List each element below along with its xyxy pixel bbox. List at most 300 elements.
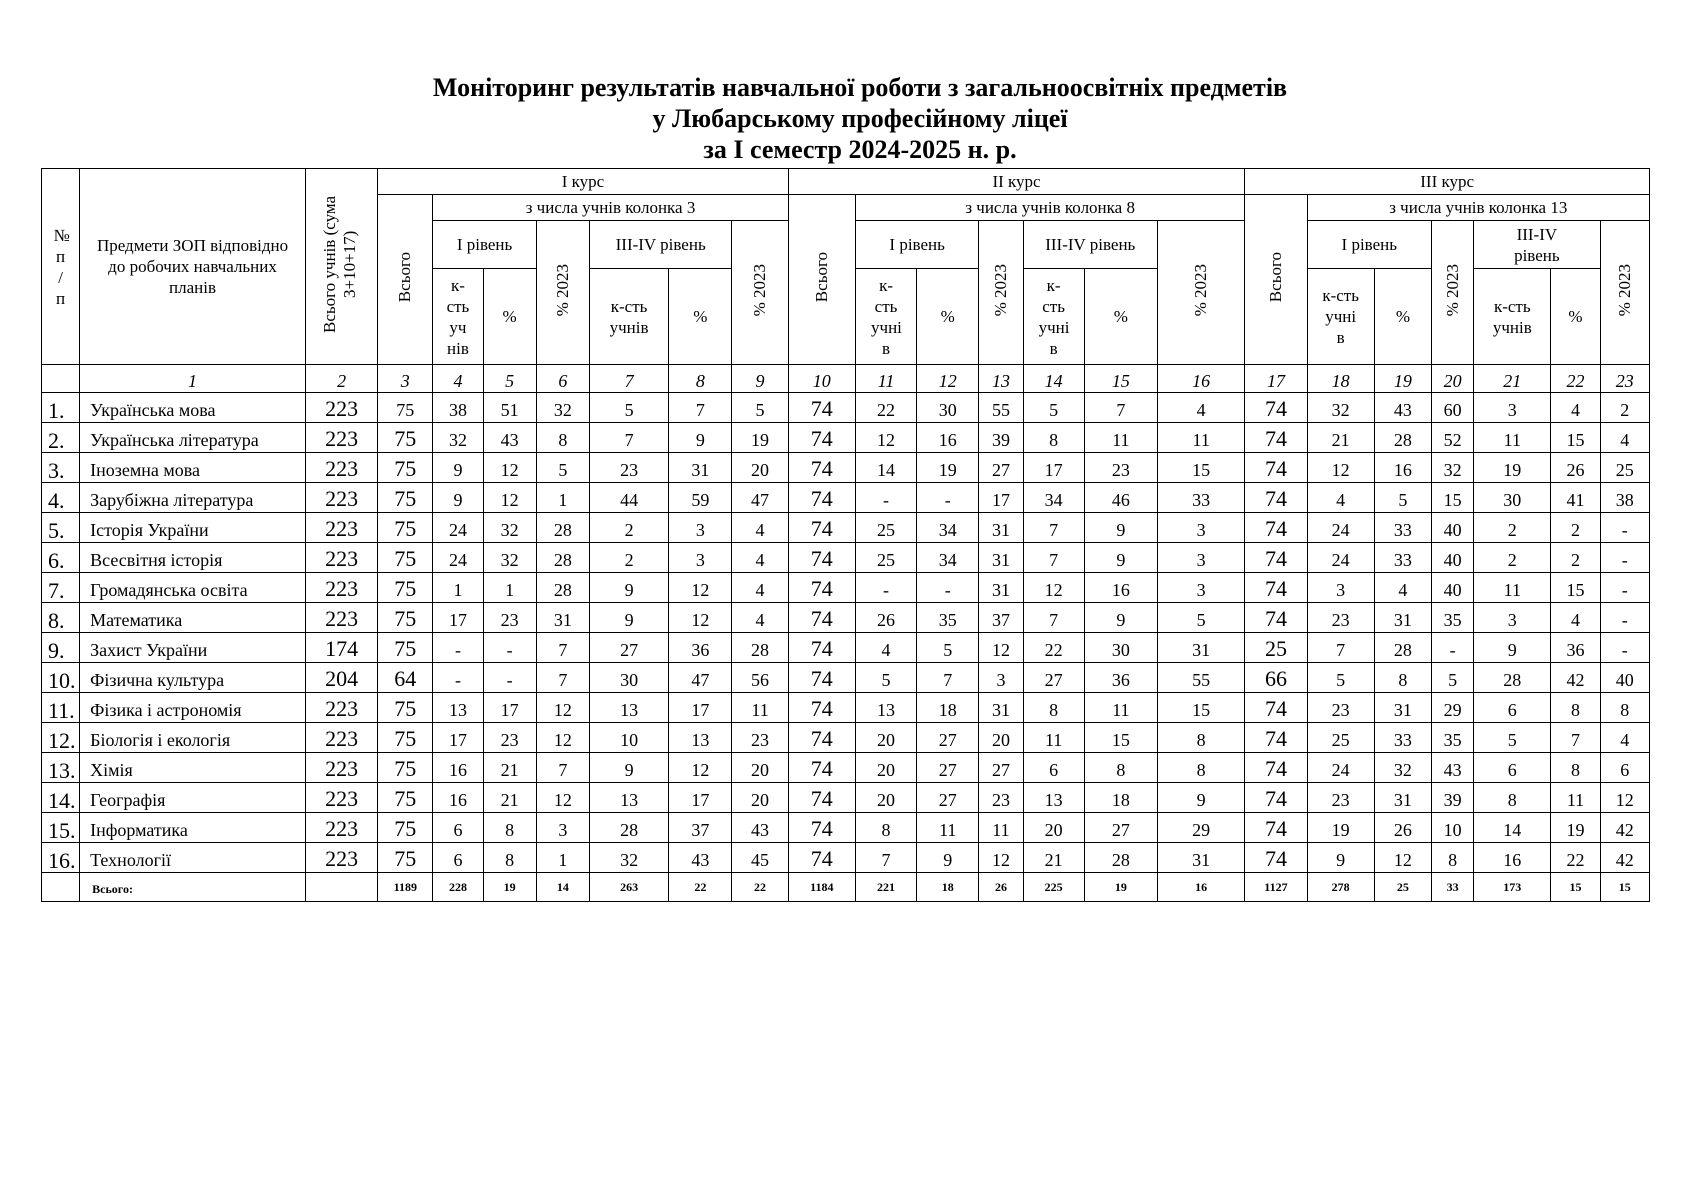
column-number-row — [42, 365, 1650, 393]
data-cell: 22 — [1551, 843, 1600, 873]
data-cell: 17 — [433, 603, 483, 633]
header-c2-level1: І рівень — [855, 221, 978, 269]
data-cell: 9 — [1084, 513, 1157, 543]
data-cell: 75 — [378, 543, 433, 573]
data-cell: 17 — [1023, 453, 1084, 483]
totals-cell: 33 — [1432, 873, 1474, 902]
data-cell: 8 — [1023, 423, 1084, 453]
data-cell: 13 — [669, 723, 732, 753]
data-cell: 27 — [589, 633, 668, 663]
data-cell: 3 — [1474, 393, 1551, 423]
data-cell: 33 — [1374, 723, 1431, 753]
data-cell: 28 — [1084, 843, 1157, 873]
column-number: 6 — [536, 365, 589, 393]
data-cell: 7 — [1307, 633, 1374, 663]
column-number: 18 — [1307, 365, 1374, 393]
table-row — [42, 513, 1650, 543]
table-row — [42, 573, 1650, 603]
data-cell: 39 — [979, 423, 1023, 453]
data-cell: 74 — [1245, 813, 1307, 843]
table-row — [42, 453, 1650, 483]
data-cell: 75 — [378, 483, 433, 513]
header-c3-total: Всього — [1245, 195, 1307, 365]
data-cell: 28 — [732, 633, 788, 663]
data-cell: 7 — [589, 423, 668, 453]
data-cell: 52 — [1432, 423, 1474, 453]
data-cell: 74 — [1245, 483, 1307, 513]
data-cell: 3 — [669, 543, 732, 573]
data-cell: 13 — [1023, 783, 1084, 813]
data-cell: 8 — [1158, 723, 1245, 753]
data-cell: 11 — [1158, 423, 1245, 453]
table-row — [42, 423, 1650, 453]
header-course-2: ІІ курс — [788, 169, 1245, 195]
data-cell: 2 — [1551, 543, 1600, 573]
data-cell: 27 — [1084, 813, 1157, 843]
data-cell: 5 — [1474, 723, 1551, 753]
data-cell: 23 — [483, 723, 536, 753]
row-number: 15. — [42, 813, 80, 843]
subject-name: Математика — [80, 603, 306, 633]
data-cell: 6 — [433, 843, 483, 873]
data-cell: 11 — [1084, 693, 1157, 723]
data-cell: 31 — [1158, 843, 1245, 873]
data-cell: 11 — [1084, 423, 1157, 453]
data-cell: 3 — [536, 813, 589, 843]
data-cell: 3 — [979, 663, 1023, 693]
data-cell: 64 — [378, 663, 433, 693]
data-cell: 15 — [1084, 723, 1157, 753]
data-cell: 74 — [788, 843, 855, 873]
data-cell: 74 — [1245, 693, 1307, 723]
header-c3-pct-l1: % — [1374, 269, 1431, 365]
data-cell: 74 — [1245, 723, 1307, 753]
data-cell: 36 — [1551, 633, 1600, 663]
header-c3-count-l1: к-сть учні в — [1307, 269, 1374, 365]
data-cell: 9 — [589, 603, 668, 633]
data-cell: 20 — [855, 783, 916, 813]
data-cell: 12 — [483, 483, 536, 513]
data-cell: 32 — [1432, 453, 1474, 483]
data-cell: 31 — [536, 603, 589, 633]
totals-cell: 19 — [483, 873, 536, 902]
data-cell: 9 — [917, 843, 979, 873]
data-cell: 11 — [1551, 783, 1600, 813]
data-cell: 26 — [1374, 813, 1431, 843]
data-cell: 74 — [1245, 843, 1307, 873]
totals-cell: 14 — [536, 873, 589, 902]
data-cell: 34 — [917, 513, 979, 543]
data-cell: 7 — [1023, 513, 1084, 543]
data-cell: 75 — [378, 453, 433, 483]
data-cell: 33 — [1374, 513, 1431, 543]
data-cell: 28 — [536, 513, 589, 543]
data-cell: 20 — [979, 723, 1023, 753]
data-cell: - — [1600, 633, 1649, 663]
data-cell: 28 — [589, 813, 668, 843]
data-cell: 23 — [1084, 453, 1157, 483]
data-cell: 75 — [378, 633, 433, 663]
data-cell: 36 — [669, 633, 732, 663]
data-cell: 7 — [536, 633, 589, 663]
column-number: 14 — [1023, 365, 1084, 393]
table-row — [42, 843, 1650, 873]
data-cell: - — [917, 573, 979, 603]
data-cell: 74 — [788, 393, 855, 423]
data-cell: 5 — [536, 453, 589, 483]
data-cell: 32 — [1307, 393, 1374, 423]
title-line-1: Моніторинг результатів навчальної роботи з загальноосвітніх предметів — [432, 73, 1288, 102]
data-cell: 37 — [669, 813, 732, 843]
data-cell: 23 — [1307, 693, 1374, 723]
data-cell: 34 — [917, 543, 979, 573]
data-cell: 31 — [669, 453, 732, 483]
table-row — [42, 393, 1650, 423]
totals-cell — [305, 873, 377, 902]
data-cell: 30 — [1084, 633, 1157, 663]
data-cell: 75 — [378, 573, 433, 603]
column-number: 8 — [669, 365, 732, 393]
row-number: 14. — [42, 783, 80, 813]
row-number: 3. — [42, 453, 80, 483]
data-cell: 20 — [732, 453, 788, 483]
data-cell: 74 — [788, 543, 855, 573]
header-c2-pct2023-a: % 2023 — [979, 221, 1023, 365]
data-cell: 43 — [483, 423, 536, 453]
column-number: 10 — [788, 365, 855, 393]
data-cell: 74 — [1245, 423, 1307, 453]
column-number: 15 — [1084, 365, 1157, 393]
data-cell: 223 — [305, 453, 377, 483]
header-c1-pct2023-b: % 2023 — [732, 221, 788, 365]
data-cell: 59 — [669, 483, 732, 513]
header-c1-level34: ІІІ-ІV рівень — [589, 221, 732, 269]
data-cell: 223 — [305, 513, 377, 543]
data-cell: 11 — [979, 813, 1023, 843]
header-c1-pct2023-a: % 2023 — [536, 221, 589, 365]
data-cell: 56 — [732, 663, 788, 693]
data-cell: 42 — [1600, 813, 1649, 843]
totals-row — [42, 873, 1650, 902]
table-row — [42, 753, 1650, 783]
data-cell: 21 — [483, 783, 536, 813]
subject-name: Хімія — [80, 753, 306, 783]
data-cell: - — [433, 663, 483, 693]
table-row — [42, 813, 1650, 843]
data-cell: 11 — [1474, 573, 1551, 603]
data-cell: 21 — [1023, 843, 1084, 873]
data-cell: 24 — [433, 513, 483, 543]
column-number: 12 — [917, 365, 979, 393]
data-cell: 5 — [1432, 663, 1474, 693]
header-c2-pct-l1: % — [917, 269, 979, 365]
results-table — [41, 168, 1650, 902]
data-cell: 32 — [536, 393, 589, 423]
column-number: 23 — [1600, 365, 1649, 393]
data-cell: 9 — [589, 753, 668, 783]
data-cell: 3 — [1474, 603, 1551, 633]
data-cell: 74 — [1245, 753, 1307, 783]
data-cell: 7 — [1023, 603, 1084, 633]
header-c2-count-l1: к-сть учні в — [855, 269, 916, 365]
header-c1-level1: І рівень — [433, 221, 536, 269]
data-cell: 23 — [1307, 603, 1374, 633]
data-cell: 43 — [669, 843, 732, 873]
data-cell: 4 — [1600, 423, 1649, 453]
totals-cell: 278 — [1307, 873, 1374, 902]
header-total-students: Всього учнів (сума 3+10+17) — [305, 169, 377, 365]
data-cell: 16 — [433, 753, 483, 783]
data-cell: 32 — [589, 843, 668, 873]
header-c2-count-l34: к-сть учні в — [1023, 269, 1084, 365]
subject-name: Зарубіжна література — [80, 483, 306, 513]
header-c1-total: Всього — [378, 195, 433, 365]
data-cell: 74 — [788, 633, 855, 663]
data-cell: 3 — [1158, 513, 1245, 543]
subject-name: Географія — [80, 783, 306, 813]
column-number: 20 — [1432, 365, 1474, 393]
data-cell: 18 — [917, 693, 979, 723]
data-cell: 47 — [732, 483, 788, 513]
subject-name: Українська література — [80, 423, 306, 453]
data-cell: 9 — [669, 423, 732, 453]
data-cell: 75 — [378, 693, 433, 723]
totals-cell: 22 — [732, 873, 788, 902]
data-cell: 37 — [979, 603, 1023, 633]
totals-cell: 221 — [855, 873, 916, 902]
data-cell: 5 — [589, 393, 668, 423]
data-cell: 5 — [1023, 393, 1084, 423]
data-cell: 12 — [536, 723, 589, 753]
data-cell: 16 — [1374, 453, 1431, 483]
data-cell: 36 — [1084, 663, 1157, 693]
data-cell: 21 — [1307, 423, 1374, 453]
data-cell: 12 — [669, 753, 732, 783]
data-cell: 19 — [1551, 813, 1600, 843]
data-cell: 66 — [1245, 663, 1307, 693]
data-cell: 8 — [855, 813, 916, 843]
data-cell: 12 — [1374, 843, 1431, 873]
totals-empty — [42, 873, 80, 902]
totals-cell: 22 — [669, 873, 732, 902]
data-cell: 74 — [788, 453, 855, 483]
data-cell: 6 — [1474, 693, 1551, 723]
data-cell: 223 — [305, 843, 377, 873]
column-number: 13 — [979, 365, 1023, 393]
data-cell: 28 — [536, 543, 589, 573]
data-cell: 2 — [589, 543, 668, 573]
data-cell: 31 — [1374, 603, 1431, 633]
data-cell: 75 — [378, 783, 433, 813]
data-cell: 74 — [788, 513, 855, 543]
data-cell: 12 — [483, 453, 536, 483]
column-number: 1 — [80, 365, 306, 393]
column-number: 21 — [1474, 365, 1551, 393]
data-cell: 24 — [1307, 543, 1374, 573]
subject-name: Інформатика — [80, 813, 306, 843]
data-cell: 11 — [1023, 723, 1084, 753]
data-cell: 8 — [1084, 753, 1157, 783]
totals-cell: 26 — [979, 873, 1023, 902]
data-cell: 20 — [732, 753, 788, 783]
data-cell: 19 — [1474, 453, 1551, 483]
data-cell: 25 — [1245, 633, 1307, 663]
data-cell: 60 — [1432, 393, 1474, 423]
data-cell: 17 — [669, 783, 732, 813]
data-cell: 17 — [979, 483, 1023, 513]
header-c2-pct-l34: % — [1084, 269, 1157, 365]
data-cell: 27 — [979, 453, 1023, 483]
data-cell: 223 — [305, 573, 377, 603]
row-number: 8. — [42, 603, 80, 633]
data-cell: 12 — [669, 603, 732, 633]
data-cell: 23 — [589, 453, 668, 483]
data-cell: 32 — [483, 513, 536, 543]
data-cell: 10 — [1432, 813, 1474, 843]
row-number: 5. — [42, 513, 80, 543]
data-cell: 51 — [483, 393, 536, 423]
column-number: 17 — [1245, 365, 1307, 393]
totals-cell: 1189 — [378, 873, 433, 902]
data-cell: 31 — [979, 513, 1023, 543]
data-cell: 9 — [1084, 543, 1157, 573]
data-cell: 13 — [855, 693, 916, 723]
data-cell: 74 — [788, 693, 855, 723]
data-cell: 29 — [1432, 693, 1474, 723]
data-cell: 16 — [433, 783, 483, 813]
data-cell: 28 — [1374, 633, 1431, 663]
data-cell: 10 — [589, 723, 668, 753]
data-cell: 43 — [1432, 753, 1474, 783]
data-cell: 24 — [1307, 753, 1374, 783]
data-cell: 74 — [1245, 603, 1307, 633]
data-cell: 4 — [732, 513, 788, 543]
data-cell: 223 — [305, 783, 377, 813]
data-cell: 74 — [788, 783, 855, 813]
data-cell: 38 — [433, 393, 483, 423]
column-number: 19 — [1374, 365, 1431, 393]
data-cell: 27 — [917, 783, 979, 813]
totals-label: Всього: — [80, 873, 306, 902]
data-cell: 8 — [1432, 843, 1474, 873]
column-number: 4 — [433, 365, 483, 393]
data-cell: 27 — [979, 753, 1023, 783]
data-cell: 12 — [1023, 573, 1084, 603]
data-cell: 17 — [669, 693, 732, 723]
header-c3-pct-l34: % — [1551, 269, 1600, 365]
title-line-2: у Любарському професійному ліцеї — [652, 104, 1068, 133]
column-number-empty — [42, 365, 80, 393]
subject-name: Іноземна мова — [80, 453, 306, 483]
row-number: 7. — [42, 573, 80, 603]
totals-cell: 25 — [1374, 873, 1431, 902]
data-cell: 7 — [1023, 543, 1084, 573]
data-cell: 31 — [979, 693, 1023, 723]
header-c1-pct-l1: % — [483, 269, 536, 365]
title-line-3: за І семестр 2024-2025 н. р. — [703, 135, 1017, 164]
data-cell: 31 — [1374, 783, 1431, 813]
data-cell: 223 — [305, 723, 377, 753]
totals-cell: 1127 — [1245, 873, 1307, 902]
data-cell: 32 — [1374, 753, 1431, 783]
data-cell: 75 — [378, 393, 433, 423]
data-cell: 3 — [1158, 573, 1245, 603]
data-cell: 5 — [1374, 483, 1431, 513]
data-cell: 2 — [1474, 513, 1551, 543]
data-cell: 31 — [1158, 633, 1245, 663]
column-number: 3 — [378, 365, 433, 393]
data-cell: - — [1432, 633, 1474, 663]
data-cell: 204 — [305, 663, 377, 693]
data-cell: 12 — [1307, 453, 1374, 483]
data-cell: 74 — [1245, 543, 1307, 573]
table-row — [42, 663, 1650, 693]
subject-name: Всесвітня історія — [80, 543, 306, 573]
subject-name: Фізична культура — [80, 663, 306, 693]
row-number: 4. — [42, 483, 80, 513]
data-cell: 12 — [855, 423, 916, 453]
data-cell: 20 — [732, 783, 788, 813]
data-cell: - — [1600, 543, 1649, 573]
data-cell: 3 — [1158, 543, 1245, 573]
data-cell: 26 — [1551, 453, 1600, 483]
data-cell: 9 — [1084, 603, 1157, 633]
data-cell: 25 — [855, 513, 916, 543]
totals-cell: 225 — [1023, 873, 1084, 902]
data-cell: 43 — [1374, 393, 1431, 423]
header-c2-total: Всього — [788, 195, 855, 365]
data-cell: 55 — [1158, 663, 1245, 693]
column-number: 9 — [732, 365, 788, 393]
data-cell: 9 — [589, 573, 668, 603]
data-cell: 74 — [1245, 783, 1307, 813]
header-c3-count-l34: к-сть учнів — [1474, 269, 1551, 365]
data-cell: 74 — [1245, 393, 1307, 423]
data-cell: 47 — [669, 663, 732, 693]
data-cell: - — [917, 483, 979, 513]
data-cell: 45 — [732, 843, 788, 873]
data-cell: 1 — [536, 843, 589, 873]
data-cell: 5 — [855, 663, 916, 693]
data-cell: 74 — [788, 423, 855, 453]
data-cell: 13 — [433, 693, 483, 723]
data-cell: 34 — [1023, 483, 1084, 513]
data-cell: 8 — [1474, 783, 1551, 813]
data-cell: 17 — [483, 693, 536, 723]
data-cell: 31 — [979, 573, 1023, 603]
data-cell: 20 — [855, 723, 916, 753]
data-cell: 74 — [788, 723, 855, 753]
data-cell: 16 — [1084, 573, 1157, 603]
data-cell: 32 — [483, 543, 536, 573]
data-cell: 28 — [1374, 423, 1431, 453]
row-number: 2. — [42, 423, 80, 453]
header-c3-pct2023-a: % 2023 — [1432, 221, 1474, 365]
column-number: 11 — [855, 365, 916, 393]
data-cell: 6 — [1023, 753, 1084, 783]
data-cell: 4 — [855, 633, 916, 663]
header-c2-sub: з числа учнів колонка 8 — [855, 195, 1244, 221]
data-cell: 6 — [1600, 753, 1649, 783]
data-cell: 74 — [788, 753, 855, 783]
data-cell: 223 — [305, 753, 377, 783]
data-cell: 7 — [669, 393, 732, 423]
table-row — [42, 723, 1650, 753]
data-cell: 23 — [483, 603, 536, 633]
data-cell: 35 — [917, 603, 979, 633]
header-c2-level34: ІІІ-ІV рівень — [1023, 221, 1157, 269]
data-cell: 8 — [483, 843, 536, 873]
